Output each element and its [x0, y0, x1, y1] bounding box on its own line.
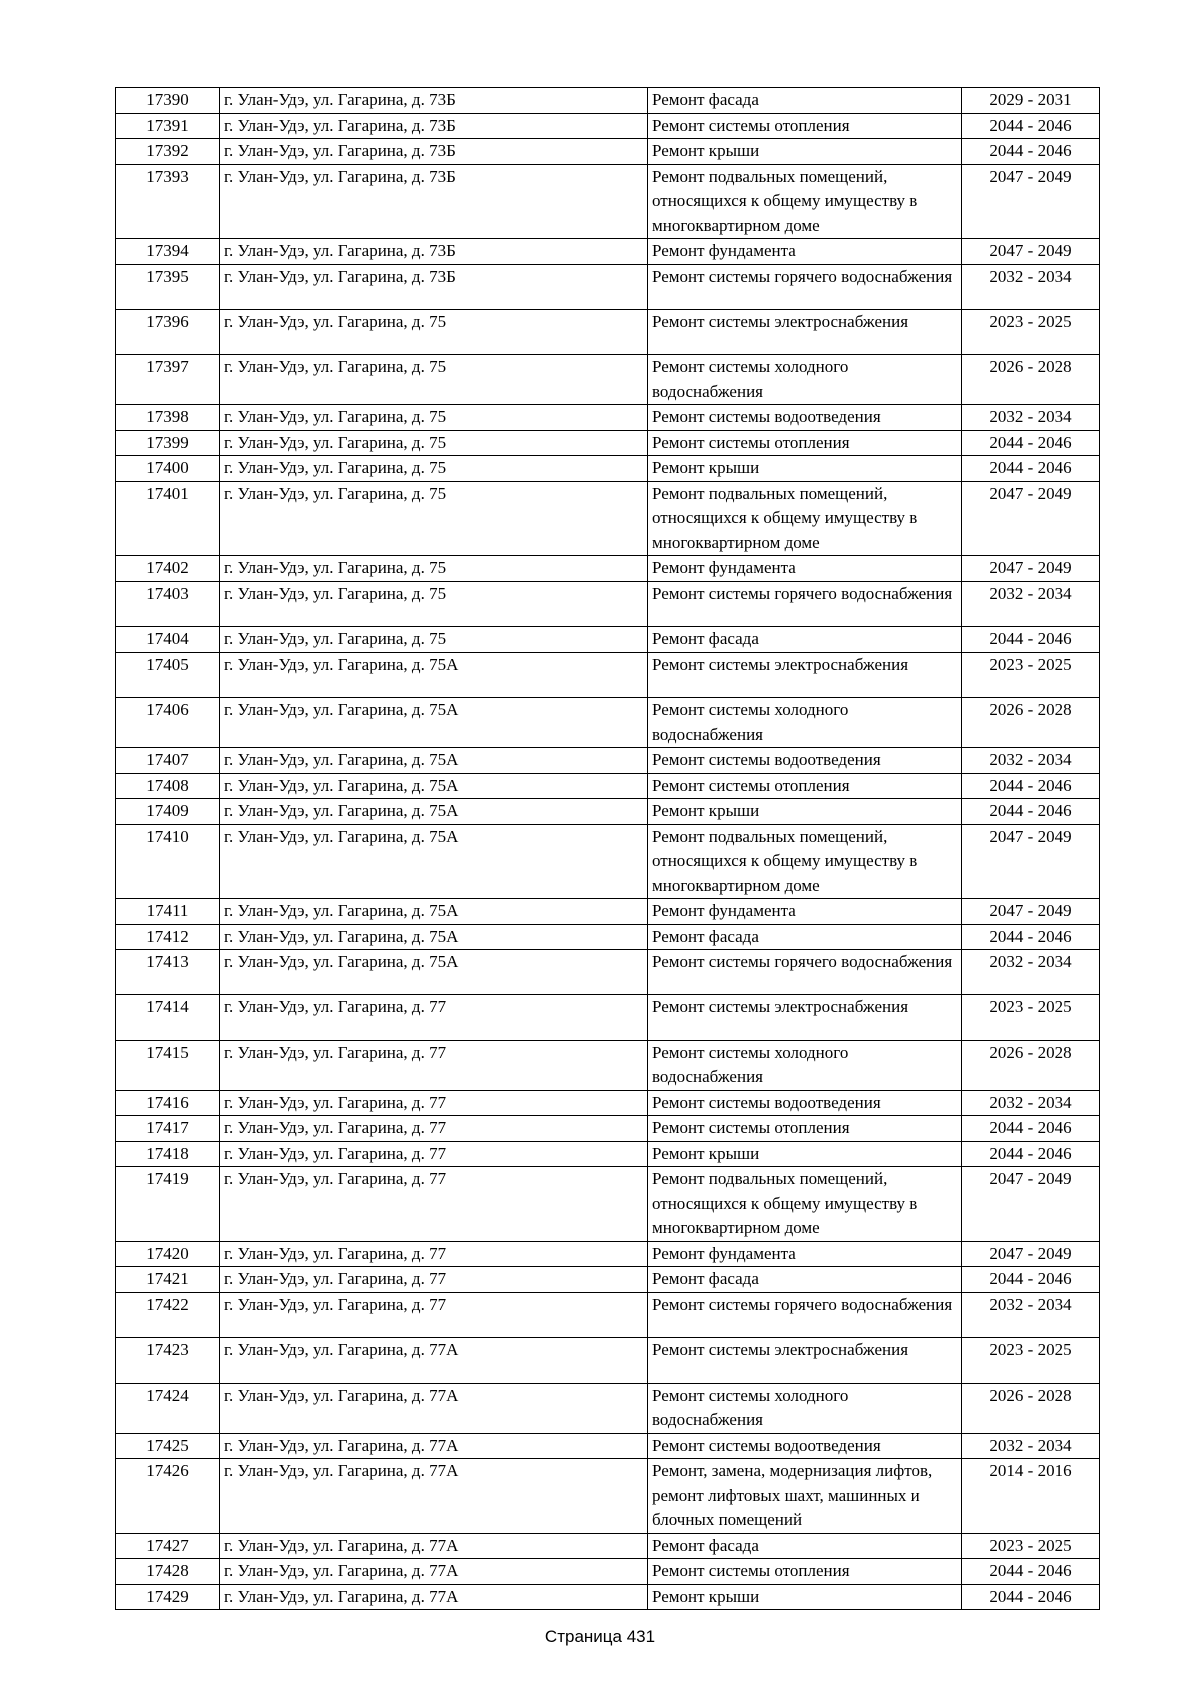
work-type-cell: Ремонт фундамента [648, 556, 962, 582]
address-cell: г. Улан-Удэ, ул. Гагарина, д. 77 [220, 1141, 648, 1167]
address-cell: г. Улан-Удэ, ул. Гагарина, д. 75А [220, 773, 648, 799]
address-cell: г. Улан-Удэ, ул. Гагарина, д. 73Б [220, 88, 648, 114]
period-cell: 2044 - 2046 [962, 799, 1100, 825]
row-number-cell: 17420 [116, 1241, 220, 1267]
work-type-cell: Ремонт системы горячего водоснабжения [648, 1292, 962, 1337]
table-row [116, 924, 1100, 950]
address-cell: г. Улан-Удэ, ул. Гагарина, д. 77 [220, 1090, 648, 1116]
table-row [116, 581, 1100, 626]
row-number-cell: 17415 [116, 1040, 220, 1090]
work-type-cell: Ремонт крыши [648, 139, 962, 165]
table-row [116, 799, 1100, 825]
period-cell: 2044 - 2046 [962, 1116, 1100, 1142]
row-number-cell: 17427 [116, 1533, 220, 1559]
table-row [116, 1090, 1100, 1116]
address-cell: г. Улан-Удэ, ул. Гагарина, д. 75А [220, 824, 648, 899]
row-number-cell: 17414 [116, 995, 220, 1040]
address-cell: г. Улан-Удэ, ул. Гагарина, д. 73Б [220, 239, 648, 265]
table-row [116, 1040, 1100, 1090]
address-cell: г. Улан-Удэ, ул. Гагарина, д. 73Б [220, 164, 648, 239]
row-number-cell: 17401 [116, 481, 220, 556]
table-row [116, 164, 1100, 239]
address-cell: г. Улан-Удэ, ул. Гагарина, д. 75 [220, 627, 648, 653]
row-number-cell: 17426 [116, 1459, 220, 1534]
address-cell: г. Улан-Удэ, ул. Гагарина, д. 77А [220, 1338, 648, 1383]
address-cell: г. Улан-Удэ, ул. Гагарина, д. 77 [220, 1116, 648, 1142]
period-cell: 2044 - 2046 [962, 456, 1100, 482]
row-number-cell: 17395 [116, 264, 220, 309]
work-type-cell: Ремонт системы электроснабжения [648, 1338, 962, 1383]
table-row [116, 1167, 1100, 1242]
address-cell: г. Улан-Удэ, ул. Гагарина, д. 77А [220, 1533, 648, 1559]
row-number-cell: 17410 [116, 824, 220, 899]
row-number-cell: 17419 [116, 1167, 220, 1242]
work-type-cell: Ремонт системы водоотведения [648, 1090, 962, 1116]
period-cell: 2032 - 2034 [962, 950, 1100, 995]
work-type-cell: Ремонт системы холодного водоснабжения [648, 1040, 962, 1090]
period-cell: 2047 - 2049 [962, 481, 1100, 556]
period-cell: 2023 - 2025 [962, 309, 1100, 354]
table-row [116, 627, 1100, 653]
address-cell: г. Улан-Удэ, ул. Гагарина, д. 75 [220, 405, 648, 431]
period-cell: 2023 - 2025 [962, 1533, 1100, 1559]
work-type-cell: Ремонт системы водоотведения [648, 1433, 962, 1459]
period-cell: 2047 - 2049 [962, 164, 1100, 239]
table-row [116, 264, 1100, 309]
table-row [116, 1383, 1100, 1433]
table-row [116, 1267, 1100, 1293]
work-type-cell: Ремонт подвальных помещений, относящихся к общему имуществу в многоквартирном доме [648, 164, 962, 239]
work-type-cell: Ремонт крыши [648, 1584, 962, 1610]
row-number-cell: 17424 [116, 1383, 220, 1433]
address-cell: г. Улан-Удэ, ул. Гагарина, д. 73Б [220, 264, 648, 309]
period-cell: 2032 - 2034 [962, 581, 1100, 626]
work-type-cell: Ремонт фундамента [648, 899, 962, 925]
page-number: Страница 431 [544, 1627, 656, 1646]
period-cell: 2023 - 2025 [962, 652, 1100, 697]
work-type-cell: Ремонт системы горячего водоснабжения [648, 264, 962, 309]
work-type-cell: Ремонт крыши [648, 799, 962, 825]
address-cell: г. Улан-Удэ, ул. Гагарина, д. 75А [220, 799, 648, 825]
row-number-cell: 17397 [116, 355, 220, 405]
works-table-body [116, 88, 1100, 1610]
table-row [116, 309, 1100, 354]
row-number-cell: 17392 [116, 139, 220, 165]
address-cell: г. Улан-Удэ, ул. Гагарина, д. 75А [220, 652, 648, 697]
work-type-cell: Ремонт системы отопления [648, 1559, 962, 1585]
row-number-cell: 17407 [116, 748, 220, 774]
work-type-cell: Ремонт системы электроснабжения [648, 652, 962, 697]
row-number-cell: 17398 [116, 405, 220, 431]
period-cell: 2047 - 2049 [962, 899, 1100, 925]
work-type-cell: Ремонт подвальных помещений, относящихся к общему имуществу в многоквартирном доме [648, 1167, 962, 1242]
address-cell: г. Улан-Удэ, ул. Гагарина, д. 77А [220, 1559, 648, 1585]
table-row [116, 1241, 1100, 1267]
table-row [116, 950, 1100, 995]
table-row [116, 995, 1100, 1040]
work-type-cell: Ремонт подвальных помещений, относящихся к общему имуществу в многоквартирном доме [648, 481, 962, 556]
period-cell: 2047 - 2049 [962, 1167, 1100, 1242]
row-number-cell: 17418 [116, 1141, 220, 1167]
row-number-cell: 17409 [116, 799, 220, 825]
row-number-cell: 17428 [116, 1559, 220, 1585]
work-type-cell: Ремонт крыши [648, 1141, 962, 1167]
work-type-cell: Ремонт системы электроснабжения [648, 309, 962, 354]
table-row [116, 899, 1100, 925]
period-cell: 2047 - 2049 [962, 824, 1100, 899]
work-type-cell: Ремонт системы отопления [648, 113, 962, 139]
row-number-cell: 17399 [116, 430, 220, 456]
address-cell: г. Улан-Удэ, ул. Гагарина, д. 73Б [220, 139, 648, 165]
period-cell: 2044 - 2046 [962, 1141, 1100, 1167]
row-number-cell: 17417 [116, 1116, 220, 1142]
work-type-cell: Ремонт системы горячего водоснабжения [648, 581, 962, 626]
row-number-cell: 17416 [116, 1090, 220, 1116]
table-row [116, 355, 1100, 405]
table-row [116, 1559, 1100, 1585]
period-cell: 2047 - 2049 [962, 556, 1100, 582]
address-cell: г. Улан-Удэ, ул. Гагарина, д. 77 [220, 1267, 648, 1293]
table-row [116, 456, 1100, 482]
table-row [116, 239, 1100, 265]
row-number-cell: 17405 [116, 652, 220, 697]
work-type-cell: Ремонт системы холодного водоснабжения [648, 355, 962, 405]
address-cell: г. Улан-Удэ, ул. Гагарина, д. 77 [220, 1292, 648, 1337]
address-cell: г. Улан-Удэ, ул. Гагарина, д. 77А [220, 1459, 648, 1534]
address-cell: г. Улан-Удэ, ул. Гагарина, д. 75А [220, 748, 648, 774]
address-cell: г. Улан-Удэ, ул. Гагарина, д. 75 [220, 456, 648, 482]
work-type-cell: Ремонт системы холодного водоснабжения [648, 698, 962, 748]
address-cell: г. Улан-Удэ, ул. Гагарина, д. 77А [220, 1383, 648, 1433]
table-row [116, 1459, 1100, 1534]
work-type-cell: Ремонт системы электроснабжения [648, 995, 962, 1040]
table-row [116, 88, 1100, 114]
period-cell: 2044 - 2046 [962, 1584, 1100, 1610]
address-cell: г. Улан-Удэ, ул. Гагарина, д. 75 [220, 430, 648, 456]
period-cell: 2023 - 2025 [962, 1338, 1100, 1383]
period-cell: 2032 - 2034 [962, 405, 1100, 431]
period-cell: 2044 - 2046 [962, 773, 1100, 799]
row-number-cell: 17404 [116, 627, 220, 653]
period-cell: 2026 - 2028 [962, 1040, 1100, 1090]
work-type-cell: Ремонт системы отопления [648, 1116, 962, 1142]
address-cell: г. Улан-Удэ, ул. Гагарина, д. 75А [220, 950, 648, 995]
row-number-cell: 17422 [116, 1292, 220, 1337]
address-cell: г. Улан-Удэ, ул. Гагарина, д. 75 [220, 581, 648, 626]
work-type-cell: Ремонт фасада [648, 924, 962, 950]
table-row [116, 1116, 1100, 1142]
row-number-cell: 17391 [116, 113, 220, 139]
work-type-cell: Ремонт системы холодного водоснабжения [648, 1383, 962, 1433]
table-row [116, 1338, 1100, 1383]
table-row [116, 1141, 1100, 1167]
table-row [116, 773, 1100, 799]
period-cell: 2032 - 2034 [962, 1090, 1100, 1116]
period-cell: 2026 - 2028 [962, 1383, 1100, 1433]
work-type-cell: Ремонт фасада [648, 1267, 962, 1293]
address-cell: г. Улан-Удэ, ул. Гагарина, д. 73Б [220, 113, 648, 139]
row-number-cell: 17412 [116, 924, 220, 950]
address-cell: г. Улан-Удэ, ул. Гагарина, д. 77 [220, 1040, 648, 1090]
period-cell: 2029 - 2031 [962, 88, 1100, 114]
address-cell: г. Улан-Удэ, ул. Гагарина, д. 75 [220, 355, 648, 405]
work-type-cell: Ремонт системы водоотведения [648, 405, 962, 431]
row-number-cell: 17413 [116, 950, 220, 995]
period-cell: 2032 - 2034 [962, 1433, 1100, 1459]
address-cell: г. Улан-Удэ, ул. Гагарина, д. 75 [220, 481, 648, 556]
table-row [116, 748, 1100, 774]
table-row [116, 1584, 1100, 1610]
address-cell: г. Улан-Удэ, ул. Гагарина, д. 77 [220, 1167, 648, 1242]
period-cell: 2047 - 2049 [962, 1241, 1100, 1267]
address-cell: г. Улан-Удэ, ул. Гагарина, д. 75 [220, 556, 648, 582]
work-type-cell: Ремонт системы горячего водоснабжения [648, 950, 962, 995]
table-row [116, 430, 1100, 456]
address-cell: г. Улан-Удэ, ул. Гагарина, д. 75А [220, 698, 648, 748]
period-cell: 2032 - 2034 [962, 1292, 1100, 1337]
table-row [116, 113, 1100, 139]
row-number-cell: 17390 [116, 88, 220, 114]
row-number-cell: 17402 [116, 556, 220, 582]
works-table [115, 87, 1100, 1610]
period-cell: 2044 - 2046 [962, 113, 1100, 139]
row-number-cell: 17403 [116, 581, 220, 626]
period-cell: 2044 - 2046 [962, 139, 1100, 165]
row-number-cell: 17411 [116, 899, 220, 925]
address-cell: г. Улан-Удэ, ул. Гагарина, д. 75 [220, 309, 648, 354]
address-cell: г. Улан-Удэ, ул. Гагарина, д. 75А [220, 924, 648, 950]
period-cell: 2023 - 2025 [962, 995, 1100, 1040]
period-cell: 2044 - 2046 [962, 430, 1100, 456]
work-type-cell: Ремонт фасада [648, 627, 962, 653]
row-number-cell: 17400 [116, 456, 220, 482]
address-cell: г. Улан-Удэ, ул. Гагарина, д. 77 [220, 1241, 648, 1267]
row-number-cell: 17396 [116, 309, 220, 354]
work-type-cell: Ремонт системы отопления [648, 430, 962, 456]
period-cell: 2032 - 2034 [962, 748, 1100, 774]
period-cell: 2032 - 2034 [962, 264, 1100, 309]
table-row [116, 1533, 1100, 1559]
row-number-cell: 17423 [116, 1338, 220, 1383]
row-number-cell: 17421 [116, 1267, 220, 1293]
table-row [116, 405, 1100, 431]
period-cell: 2026 - 2028 [962, 698, 1100, 748]
work-type-cell: Ремонт крыши [648, 456, 962, 482]
address-cell: г. Улан-Удэ, ул. Гагарина, д. 75А [220, 899, 648, 925]
table-row [116, 556, 1100, 582]
work-type-cell: Ремонт подвальных помещений, относящихся к общему имуществу в многоквартирном доме [648, 824, 962, 899]
address-cell: г. Улан-Удэ, ул. Гагарина, д. 77 [220, 995, 648, 1040]
table-row [116, 481, 1100, 556]
address-cell: г. Улан-Удэ, ул. Гагарина, д. 77А [220, 1433, 648, 1459]
address-cell: г. Улан-Удэ, ул. Гагарина, д. 77А [220, 1584, 648, 1610]
period-cell: 2026 - 2028 [962, 355, 1100, 405]
table-row [116, 139, 1100, 165]
work-type-cell: Ремонт фундамента [648, 1241, 962, 1267]
table-row [116, 652, 1100, 697]
period-cell: 2014 - 2016 [962, 1459, 1100, 1534]
period-cell: 2044 - 2046 [962, 627, 1100, 653]
work-type-cell: Ремонт, замена, модернизация лифтов, ремонт лифтовых шахт, машинных и блочных помещений [648, 1459, 962, 1534]
period-cell: 2044 - 2046 [962, 1267, 1100, 1293]
work-type-cell: Ремонт фасада [648, 88, 962, 114]
work-type-cell: Ремонт фасада [648, 1533, 962, 1559]
row-number-cell: 17394 [116, 239, 220, 265]
work-type-cell: Ремонт системы отопления [648, 773, 962, 799]
table-row [116, 698, 1100, 748]
row-number-cell: 17425 [116, 1433, 220, 1459]
row-number-cell: 17429 [116, 1584, 220, 1610]
table-row [116, 824, 1100, 899]
row-number-cell: 17393 [116, 164, 220, 239]
row-number-cell: 17406 [116, 698, 220, 748]
period-cell: 2044 - 2046 [962, 924, 1100, 950]
work-type-cell: Ремонт системы водоотведения [648, 748, 962, 774]
work-type-cell: Ремонт фундамента [648, 239, 962, 265]
period-cell: 2044 - 2046 [962, 1559, 1100, 1585]
row-number-cell: 17408 [116, 773, 220, 799]
table-row [116, 1292, 1100, 1337]
table-row [116, 1433, 1100, 1459]
period-cell: 2047 - 2049 [962, 239, 1100, 265]
